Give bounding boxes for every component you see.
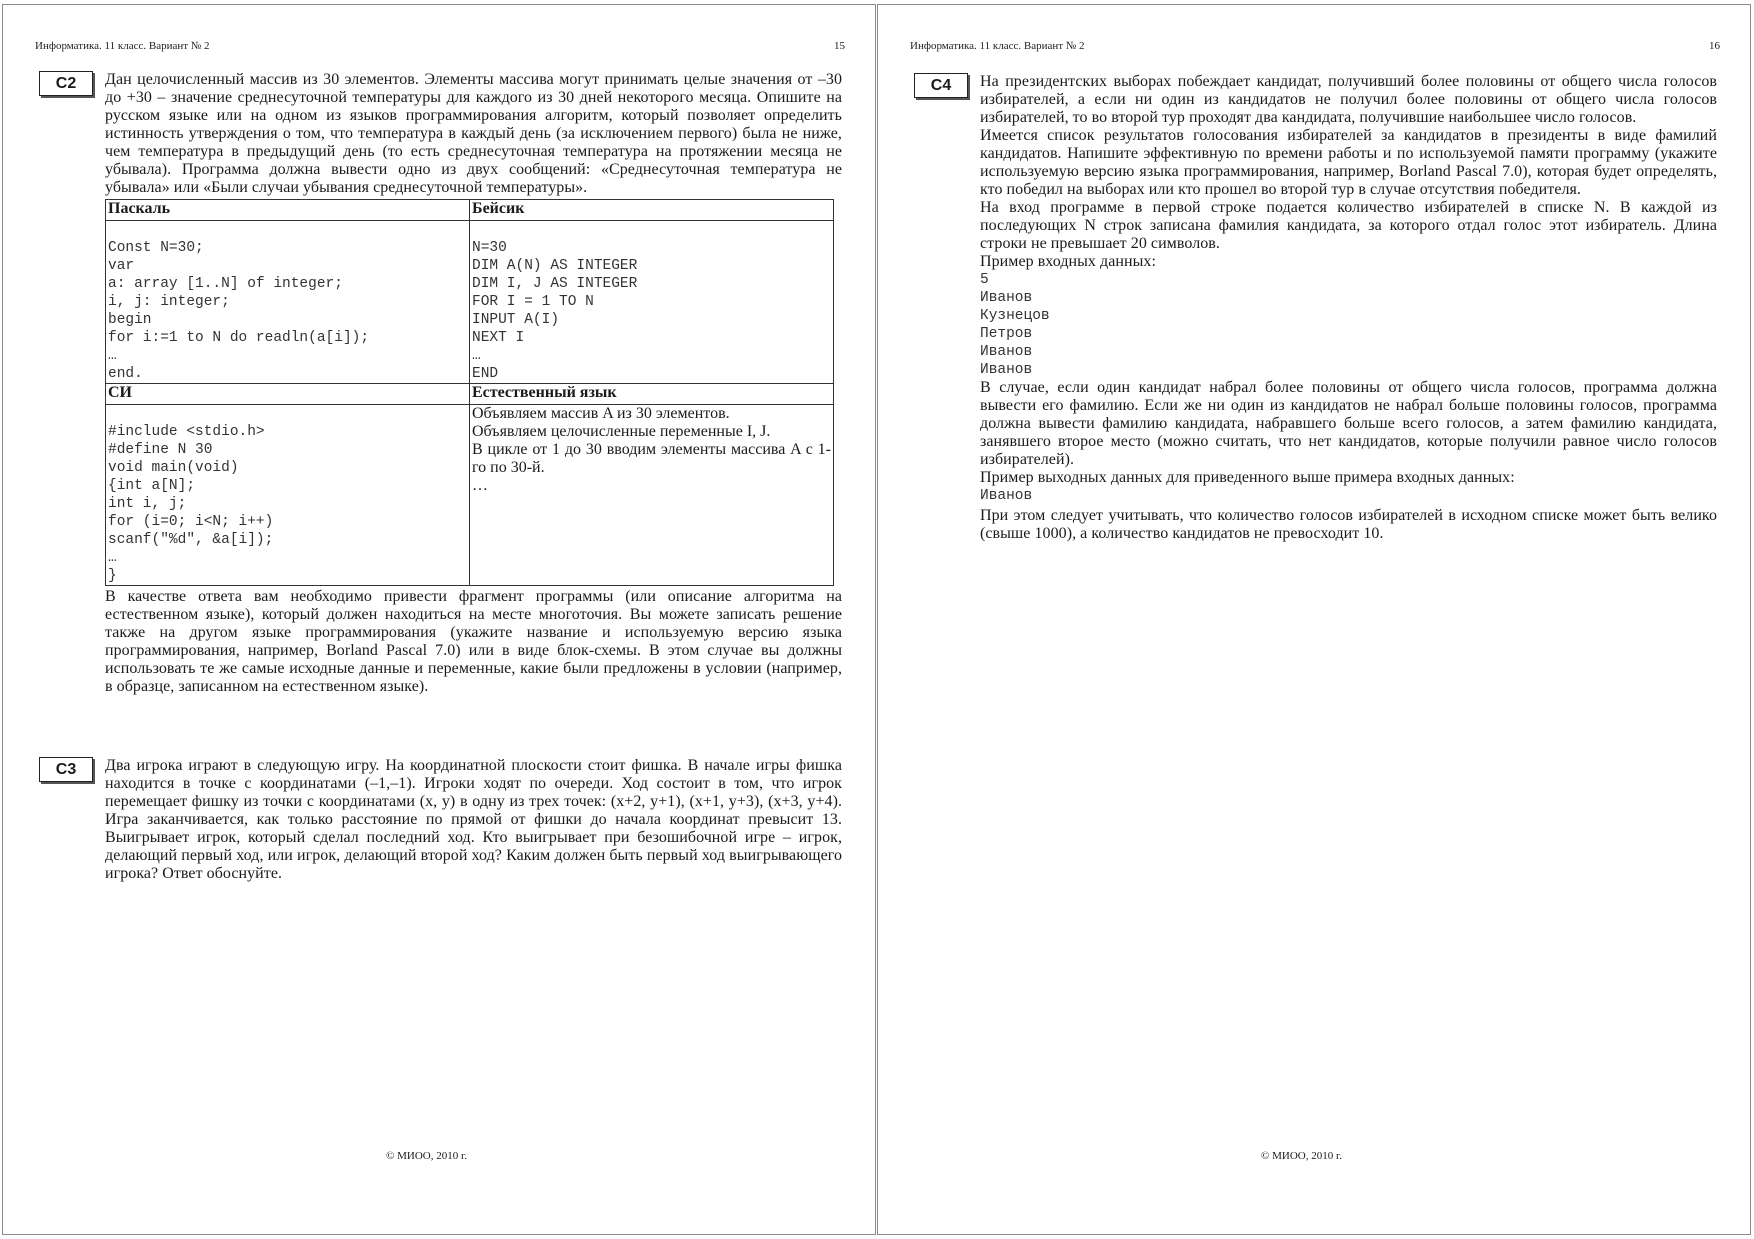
page-footer: © МИОО, 2010 г.: [1261, 1150, 1342, 1162]
code-line: END: [472, 366, 499, 382]
code-line: N=30: [472, 240, 507, 256]
code-line: end.: [108, 366, 143, 382]
left-page: [2, 4, 876, 1235]
task-c3-text: Два игрока играют в следующую игру. На координатной плоскости стоит фишка. В начале игры фишка находится в точке с координатами (–1,–1). Игроки ходят по очереди. Ход состоит в том, что игрок перемещает фишку из точки с координатами (x, y) в одну из трех точек: (x+2, y+1), (x+1, y+3), (x+3, y+4). Игра заканчивается, как только расстояние по прямой от фишки до начала координат превысит 13. Выигрывает игрок, который сделал последний ход. Кто выигрывает при безошибочной игре – игрок, делающий первый ход, или игрок, делающий второй ход? Каким должен быть первый ход выигрывающего игрока? Ответ обоснуйте.: [105, 757, 842, 882]
code-line: {int a[N];: [108, 478, 196, 494]
input-line: Иванов: [980, 290, 1033, 306]
code-line: var: [108, 258, 135, 274]
task-c2-outro: В качестве ответа вам необходимо привести фрагмент программы (или описание алгоритма на естественном языке), который должен находиться на месте многоточия. Вы можете записать решение также на другом языке программирования (укажите название и используемую версию языка программирования, например, Borland Pascal 7.0) или в виде блок-схемы. В этом случае вы должны использовать те же самые исходные данные и переменные, какие были предложены в условии (например, в образце, записанном на естественном языке).: [105, 588, 842, 695]
task-c2-intro: Дан целочисленный массив из 30 элементов. Элементы массива могут принимать целые значения от –30 до +30 – значение среднесуточной температуры для каждого из 30 дней некоторого месяца. Опишите на русском языке или на одном из языков программирования алгоритм, который позволяет определить истинность утверждения о том, что температура в каждый день (за исключением первого) была не ниже, чем температура в предыдущий день (то есть среднесуточная температура на протяжении месяца не убывала). Программа должна вывести одно из двух сообщений: «Среднесуточная температура не убывала» или «Были случаи убывания среднесуточной температуры».: [105, 71, 842, 196]
code-line: a: array [1..N] of integer;: [108, 276, 343, 292]
task-c4-body: [980, 73, 1717, 543]
natural-description: [470, 405, 834, 586]
natural-line: …: [472, 477, 488, 494]
running-header: Информатика. 11 класс. Вариант № 2: [35, 40, 210, 52]
natural-line: В цикле от 1 до 30 вводим элементы массива A с 1-го по 30-й.: [472, 441, 831, 476]
running-header: Информатика. 11 класс. Вариант № 2: [910, 40, 1085, 52]
input-example-label: Пример входных данных:: [980, 253, 1156, 270]
input-line: 5: [980, 272, 989, 288]
task-label-c4: С4: [914, 73, 968, 98]
task-label-c3: С3: [39, 757, 93, 782]
task-c2-body: [105, 71, 842, 696]
task-c4-paragraph: На вход программе в первой строке подается количество избирателей в списке N. В каждой из последующих N строк записана фамилия кандидата, за которого отдал голос этот избиратель. Длина строки не превышает 20 символов.: [980, 199, 1717, 252]
right-page: [877, 4, 1751, 1235]
c-code: [106, 405, 470, 586]
code-line: i, j: integer;: [108, 294, 230, 310]
input-line: Иванов: [980, 362, 1033, 378]
code-line: void main(void): [108, 460, 239, 476]
natural-line: Объявляем целочисленные переменные I, J.: [472, 423, 771, 440]
output-line: Иванов: [980, 488, 1033, 504]
input-line: Кузнецов: [980, 308, 1050, 324]
code-table: [105, 199, 834, 586]
code-line: begin: [108, 312, 152, 328]
code-line: …: [108, 550, 117, 566]
code-line: NEXT I: [472, 330, 525, 346]
task-c3-body: [105, 757, 842, 883]
code-line: DIM I, J AS INTEGER: [472, 276, 638, 292]
c-header: СИ: [106, 384, 470, 405]
task-c4-paragraph: При этом следует учитывать, что количество голосов избирателей в исходном списке может быть велико (свыше 1000), а количество кандидатов не превосходит 10.: [980, 507, 1717, 542]
basic-header: Бейсик: [470, 200, 834, 221]
task-c4: [914, 73, 1717, 543]
input-line: Иванов: [980, 344, 1033, 360]
task-c4-paragraph: В случае, если один кандидат набрал более половины от общего числа голосов, программа должна вывести его фамилию. Если же ни один из кандидатов не набрал больше половины голосов, программа должна вывести фамилию кандидата, набравшего больше всего голосов, а затем фамилию кандидата, занявшего второе место (можно считать, что нет кандидатов, которые получили равное число голосов избирателей).: [980, 379, 1717, 468]
code-line: Const N=30;: [108, 240, 204, 256]
code-line: INPUT A(I): [472, 312, 560, 328]
output-example: [980, 487, 1717, 505]
page-footer: © МИОО, 2010 г.: [386, 1150, 467, 1162]
input-line: Петров: [980, 326, 1033, 342]
task-c3: [39, 757, 842, 883]
basic-code: [470, 221, 834, 384]
page-number: 16: [1709, 40, 1720, 52]
natural-header: Естественный язык: [470, 384, 834, 405]
code-line: }: [108, 568, 117, 584]
code-line: FOR I = 1 TO N: [472, 294, 594, 310]
page-number: 15: [834, 40, 845, 52]
code-line: DIM A(N) AS INTEGER: [472, 258, 638, 274]
code-line: …: [108, 348, 117, 364]
code-line: …: [472, 348, 481, 364]
code-line: for i:=1 to N do readln(a[i]);: [108, 330, 370, 346]
output-example-label: Пример выходных данных для приведенного выше примера входных данных:: [980, 469, 1515, 486]
task-label-c2: С2: [39, 71, 93, 96]
input-example: [980, 271, 1717, 379]
code-line: int i, j;: [108, 496, 187, 512]
code-line: #include <stdio.h>: [108, 424, 265, 440]
code-line: #define N 30: [108, 442, 213, 458]
task-c4-paragraph: Имеется список результатов голосования избирателей за кандидатов в президенты в виде фамилий кандидатов. Напишите эффективную по времени работы и по используемой памяти программу (укажите используемую версию языка программирования, например, Borland Pascal 7.0), которая будет определять, кто победил на выборах или кто прошел во второй тур в случае отсутствия победителя.: [980, 127, 1717, 198]
task-c4-paragraph: На президентских выборах побеждает кандидат, получивший более половины от общего числа голосов избирателей, а если ни один из кандидатов не получил более половины от общего числа голосов избирателей, то во второй тур проходят два кандидата, получившие наибольшее число голосов.: [980, 73, 1717, 126]
pascal-header: Паскаль: [106, 200, 470, 221]
natural-line: Объявляем массив A из 30 элементов.: [472, 405, 730, 422]
task-c2: [39, 71, 842, 696]
code-line: scanf("%d", &a[i]);: [108, 532, 274, 548]
code-line: for (i=0; i<N; i++): [108, 514, 274, 530]
pascal-code: [106, 221, 470, 384]
